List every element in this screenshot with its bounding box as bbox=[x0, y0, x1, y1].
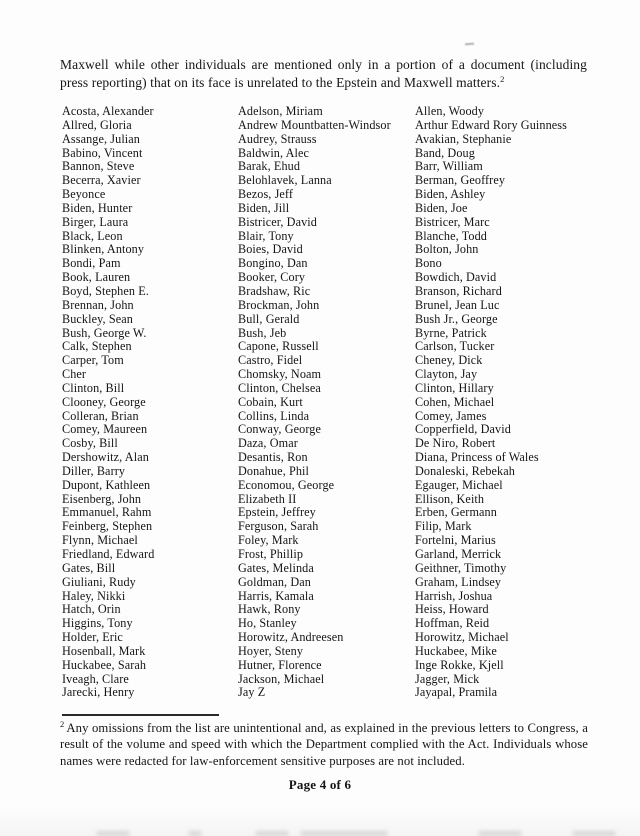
list-item: Arthur Edward Rory Guinness bbox=[415, 117, 567, 132]
list-item: Jarecki, Henry bbox=[62, 685, 135, 700]
list-item: Inge Rokke, Kjell bbox=[415, 657, 504, 672]
list-item: Desantis, Ron bbox=[238, 450, 308, 465]
list-item: Berman, Geoffrey bbox=[415, 173, 506, 188]
footnote-marker: 2 bbox=[60, 719, 65, 729]
list-item: Hutner, Florence bbox=[238, 657, 322, 672]
list-item: Acosta, Alexander bbox=[62, 104, 154, 118]
list-item: Economou, George bbox=[238, 477, 335, 492]
list-item: Feinberg, Stephen bbox=[62, 519, 153, 534]
list-item: Blinken, Antony bbox=[62, 242, 145, 257]
list-item: Biden, Hunter bbox=[62, 200, 133, 215]
list-item: Bono bbox=[415, 256, 442, 271]
list-item: Jackson, Michael bbox=[238, 671, 325, 686]
list-item: Elizabeth II bbox=[238, 491, 297, 506]
list-item: Bush Jr., George bbox=[415, 311, 498, 326]
scan-smudge bbox=[96, 831, 130, 836]
list-item: Brunel, Jean Luc bbox=[415, 297, 500, 312]
scan-smudge bbox=[478, 831, 522, 836]
list-item: Barak, Ehud bbox=[238, 159, 301, 174]
list-item: Biden, Jill bbox=[238, 200, 290, 215]
list-item: Booker, Cory bbox=[238, 270, 306, 285]
footnote-text: Any omissions from the list are unintentional and, as explained in the previous letters to Congress, a result of the volume and speed with which the Department complied with the Act. Individuals whose names were redacted for law-enforcement sensitive purposes are not included. bbox=[60, 721, 588, 768]
scan-smudge bbox=[188, 831, 202, 836]
list-item: Higgins, Tony bbox=[62, 616, 133, 631]
intro-text: Maxwell while other individuals are mentioned only in a portion of a document (including press reporting) that on its face is unrelated to the Epstein and Maxwell matters. bbox=[60, 57, 587, 90]
list-item: Buckley, Sean bbox=[62, 311, 133, 326]
list-item: Bistricer, Marc bbox=[415, 214, 490, 229]
list-item: Blanche, Todd bbox=[415, 228, 487, 243]
list-item: Birger, Laura bbox=[62, 214, 129, 229]
list-item: Hoffman, Reid bbox=[415, 616, 490, 631]
list-item: Audrey, Strauss bbox=[238, 131, 317, 146]
list-item: Flynn, Michael bbox=[62, 533, 138, 548]
list-item: Branson, Richard bbox=[415, 283, 502, 298]
list-item: Hawk, Rony bbox=[238, 602, 301, 617]
list-item: Donaleski, Rebekah bbox=[415, 463, 515, 478]
list-item: Clayton, Jay bbox=[415, 367, 478, 382]
list-item: Fortelni, Marius bbox=[415, 533, 496, 548]
list-item: Collins, Linda bbox=[238, 408, 310, 423]
list-item: Jay Z bbox=[238, 685, 266, 700]
list-item: Cobain, Kurt bbox=[238, 394, 303, 409]
list-item: Giuliani, Rudy bbox=[62, 574, 136, 589]
list-item: Belohlavek, Lanna bbox=[238, 173, 332, 188]
list-item: Cohen, Michael bbox=[415, 394, 495, 409]
list-item: Huckabee, Mike bbox=[415, 643, 497, 658]
list-item: Ho, Stanley bbox=[238, 616, 297, 631]
list-item: Goldman, Dan bbox=[238, 574, 311, 589]
list-item: Horowitz, Michael bbox=[415, 630, 509, 645]
list-item: Avakian, Stephanie bbox=[415, 131, 512, 146]
list-item: Colleran, Brian bbox=[62, 408, 139, 423]
list-item: Baldwin, Alec bbox=[238, 145, 310, 160]
list-item: Erben, Germann bbox=[415, 505, 497, 520]
list-item: Allen, Woody bbox=[415, 104, 485, 118]
list-item: Boies, David bbox=[238, 242, 303, 257]
list-item: Bannon, Steve bbox=[62, 159, 135, 174]
list-item: Comey, James bbox=[415, 408, 487, 423]
list-item: Bongino, Dan bbox=[238, 256, 308, 271]
page-number: Page 4 of 6 bbox=[288, 777, 352, 792]
intro-paragraph bbox=[60, 56, 587, 91]
list-item: Dupont, Kathleen bbox=[62, 477, 151, 492]
list-item: Brennan, John bbox=[62, 297, 134, 312]
list-item: Boyd, Stephen E. bbox=[62, 283, 149, 298]
list-item: Friedland, Edward bbox=[62, 547, 155, 561]
list-item: Conway, George bbox=[238, 422, 321, 437]
list-item: Hatch, Orin bbox=[62, 602, 121, 617]
list-item: Dershowitz, Alan bbox=[62, 450, 149, 465]
list-item: Ferguson, Sarah bbox=[238, 519, 319, 534]
list-item: Beyonce bbox=[62, 187, 106, 202]
list-item: Calk, Stephen bbox=[62, 339, 132, 354]
list-item: Gates, Melinda bbox=[238, 560, 314, 575]
list-item: Eisenberg, John bbox=[62, 491, 142, 506]
list-item: Harris, Kamala bbox=[238, 588, 314, 603]
list-item: Biden, Joe bbox=[415, 200, 468, 215]
list-item: Castro, Fidel bbox=[238, 353, 303, 368]
list-item: Filip, Mark bbox=[415, 519, 472, 534]
list-item: Bull, Gerald bbox=[238, 311, 300, 326]
list-item: Clooney, George bbox=[62, 394, 146, 409]
list-item: Barr, William bbox=[415, 159, 483, 174]
list-item: Clinton, Hillary bbox=[415, 380, 494, 395]
list-item: Graham, Lindsey bbox=[415, 574, 502, 589]
list-item: Jagger, Mick bbox=[415, 671, 480, 686]
list-item: Bondi, Pam bbox=[62, 256, 121, 271]
list-item: Brockman, John bbox=[238, 297, 320, 312]
list-item: Capone, Russell bbox=[238, 339, 319, 354]
list-item: Babino, Vincent bbox=[62, 145, 143, 160]
name-column-middle bbox=[238, 105, 415, 700]
list-item: Diller, Barry bbox=[62, 463, 126, 478]
list-item: Donahue, Phil bbox=[238, 463, 310, 478]
list-item: Garland, Merrick bbox=[415, 547, 502, 561]
list-item: Frost, Phillip bbox=[238, 547, 304, 561]
name-column-left bbox=[62, 105, 238, 700]
list-item: Bezos, Jeff bbox=[238, 187, 294, 202]
list-item: Bush, Jeb bbox=[238, 325, 287, 340]
scan-artifact-mark bbox=[465, 43, 474, 46]
list-item: De Niro, Robert bbox=[415, 436, 496, 451]
name-list bbox=[62, 105, 602, 700]
list-item: Horowitz, Andreesen bbox=[238, 630, 344, 645]
list-item: Black, Leon bbox=[62, 228, 123, 243]
list-item: Adelson, Miriam bbox=[238, 104, 323, 118]
list-item: Assange, Julian bbox=[62, 131, 140, 146]
scan-smudge bbox=[300, 831, 388, 836]
list-item: Copperfield, David bbox=[415, 422, 511, 437]
list-item: Foley, Mark bbox=[238, 533, 299, 548]
list-item: Hoyer, Steny bbox=[238, 643, 304, 658]
name-column-right bbox=[415, 105, 600, 700]
scan-smudge bbox=[572, 831, 616, 836]
list-item: Clinton, Bill bbox=[62, 380, 125, 395]
list-item: Diana, Princess of Wales bbox=[415, 450, 539, 465]
intro-footnote-ref: 2 bbox=[500, 73, 505, 84]
list-item: Egauger, Michael bbox=[415, 477, 503, 492]
list-item: Chomsky, Noam bbox=[238, 367, 322, 382]
list-item: Holder, Eric bbox=[62, 630, 123, 645]
list-item: Huckabee, Sarah bbox=[62, 657, 147, 672]
list-item: Blair, Tony bbox=[238, 228, 294, 243]
list-item: Bush, George W. bbox=[62, 325, 147, 340]
list-item: Biden, Ashley bbox=[415, 187, 486, 202]
list-item: Cher bbox=[62, 367, 87, 382]
list-item: Hosenball, Mark bbox=[62, 643, 146, 658]
list-item: Daza, Omar bbox=[238, 436, 298, 451]
list-item: Bowdich, David bbox=[415, 270, 497, 285]
list-item: Band, Doug bbox=[415, 145, 475, 160]
list-item: Bistricer, David bbox=[238, 214, 317, 229]
list-item: Book, Lauren bbox=[62, 270, 131, 285]
list-item: Epstein, Jeffrey bbox=[238, 505, 316, 520]
list-item: Cheney, Dick bbox=[415, 353, 483, 368]
list-item: Comey, Maureen bbox=[62, 422, 148, 437]
list-item: Gates, Bill bbox=[62, 560, 116, 575]
list-item: Clinton, Chelsea bbox=[238, 380, 321, 395]
list-item: Emmanuel, Rahm bbox=[62, 505, 152, 520]
list-item: Cosby, Bill bbox=[62, 436, 118, 451]
list-item: Ellison, Keith bbox=[415, 491, 485, 506]
list-item: Bradshaw, Ric bbox=[238, 283, 311, 298]
list-item: Harrish, Joshua bbox=[415, 588, 493, 603]
footnote bbox=[60, 720, 588, 769]
list-item: Andrew Mountbatten-Windsor bbox=[238, 117, 391, 132]
list-item: Carper, Tom bbox=[62, 353, 124, 368]
list-item: Heiss, Howard bbox=[415, 602, 489, 617]
list-item: Iveagh, Clare bbox=[62, 671, 129, 686]
list-item: Allred, Gloria bbox=[62, 117, 132, 132]
list-item: Bolton, John bbox=[415, 242, 479, 257]
list-item: Becerra, Xavier bbox=[62, 173, 141, 188]
list-item: Carlson, Tucker bbox=[415, 339, 495, 354]
list-item: Jayapal, Pramila bbox=[415, 685, 498, 700]
list-item: Geithner, Timothy bbox=[415, 560, 507, 575]
footnote-divider bbox=[62, 714, 219, 716]
list-item: Haley, Nikki bbox=[62, 588, 126, 603]
list-item: Byrne, Patrick bbox=[415, 325, 487, 340]
scan-smudge bbox=[255, 831, 289, 836]
